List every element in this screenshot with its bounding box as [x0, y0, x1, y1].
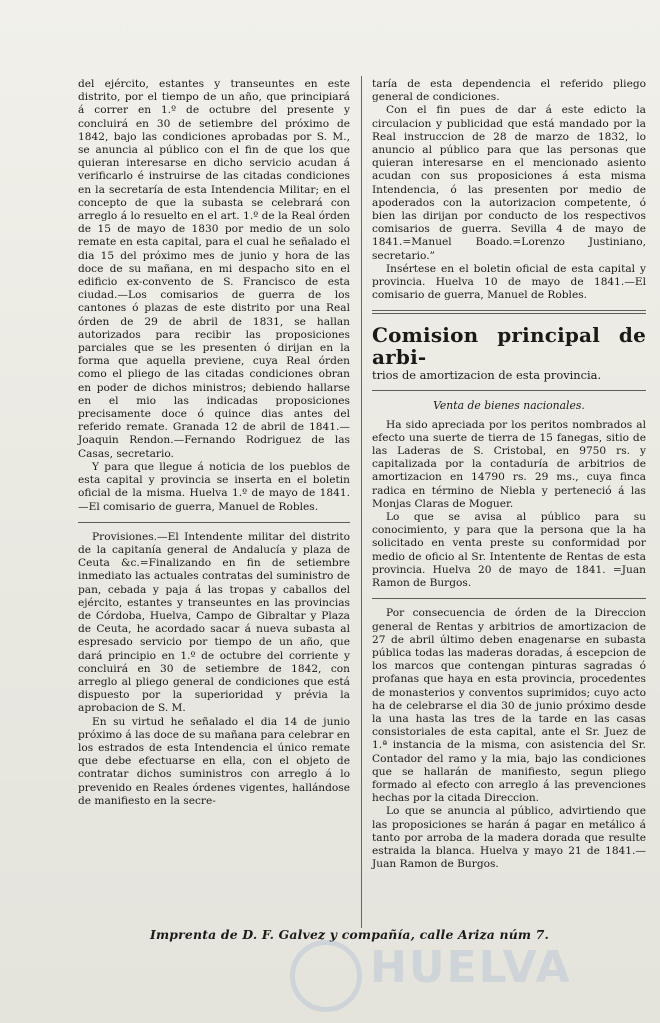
venta-paragraph: Ha sido apreciada por los peritos nombrados al efecto una suerte de tierra de 15 fanegas, sitio de las Laderas de S. Cristobal, en 9750 rs. y capitalizada por la contaduría de arbitrios de amortizacion en 14790 rs. 29 ms., cuya finca radica en término de Niebla y perteneció á las Monjas Claras de Moguer. [372, 418, 646, 510]
venta-paragraph: Lo que se avisa al público para su conocimiento, y para que la persona que la ha solicitado en venta preste su conformidad por medio de oficio al Sr. Intentente de Rentas de esta provincia. Huelva 20 de mayo de 1841. =Juan Ramon de Burgos. [372, 511, 646, 590]
column-rule [361, 76, 362, 928]
section-divider [372, 390, 646, 391]
provisiones-paragraph: En su virtud he señalado el dia 14 de junio próximo á las doce de su mañana para celebrar en los estrados de esta Intendencia el único remate que debe efectuarse en ella, con el objeto de contratar dichos suministros con arreglo á lo prevenido en Reales órdenes vigentes, hallándose de manifiesto en la secre- [78, 715, 350, 807]
article-paragraph: Y para que llegue á noticia de los pueblos de esta capital y provincia se inserta en el boletin oficial de la misma. Huelva 1.º de mayo de 1841.—El comisario de guerra, Manuel de Robles. [78, 460, 350, 513]
printer-imprint: Imprenta de D. F. Galvez y compañía, calle Ariza núm 7. [150, 927, 550, 942]
maderas-paragraph: Lo que se anuncia al público, advirtiendo que las proposiciones se harán á pagar en metálico á tanto por arroba de la madera dorada que resulte estraida la blanca. Huelva y mayo 21 de 1841.—Juan Ramon de Burgos. [372, 805, 646, 871]
huelva-watermark [290, 930, 630, 1020]
maderas-paragraph: Por consecuencia de órden de la Direccion general de Rentas y arbitrios de amortizacion de 27 de abril último deben enagenarse en subasta pública todas las maderas doradas, á escepcion de los marcos que contengan pinturas sagradas ó profanas que haya en esta provincia, procedentes de monasterios y conventos suprimidos; cuyo acto ha de celebrarse el dia 30 de junio próximo desde la una hasta las tres de la tarde en las casas consistoriales de esta capital, ante el Sr. Juez de 1.ª instancia de la misma, con asistencia del Sr. Contador del ramo y la mia, bajo las condiciones que se hallarán de manifiesto, segun pliego formado al efecto con arreglo á las prevenciones hechas por la citada Direccion. [372, 607, 646, 805]
article-paragraph: del ejército, estantes y transeuntes en este distrito, por el tiempo de un año, que principiará á correr en 1.º de octubre del presente y concluirá en 30 de setiembre del próximo de 1842, bajo las condiciones aprobadas por S. M., se anuncia al público con el fin de que los que quieran interesarse en dicho servicio acudan á verificarlo é instruirse de las citadas condiciones en la secretaría de esta Intendencia Militar; en el concepto de que la subasta se celebrará con arreglo á lo resuelto en el art. 1.º de la Real órden de 15 de mayo de 1830 por medio de un solo remate en esta capital, para el cual he señalado el dia 15 del próximo mes de junio y hora de las doce de su mañana, en mi despacho sito en el edificio ex-convento de S. Francisco de esta ciudad.—Los comisarios de guerra de los cantones ó plazas de este distrito por una Real órden de 29 de abril de 1831, se hallan autorizados para recibir las proposiciones parciales que se les presenten ó dirijan en la forma que aquella previene, cuya Real órden como el pliego de las citadas condiciones obran en poder de dichos ministros; debiendo hallarse en el mio las indicadas proposiciones precisamente doce ó quince dias antes del referido remate. Granada 12 de abril de 1841.—Joaquin Rendon.—Fernando Rodriguez de las Casas, secretario. [78, 78, 350, 460]
section-subheadline: trios de amortizacion de esta provincia. [372, 368, 602, 383]
seal-icon [290, 940, 362, 1012]
left-column [78, 78, 350, 808]
section-divider [78, 522, 350, 523]
section-divider [372, 310, 646, 314]
right-column [372, 78, 646, 871]
watermark-text: HUELVA [370, 942, 572, 993]
section-title: Venta de bienes nacionales. [433, 399, 585, 413]
article-paragraph: taría de esta dependencia el referido pliego general de condiciones. [372, 78, 646, 104]
section-headline: Comision principal de arbi- [372, 323, 646, 370]
article-paragraph: Con el fin pues de dar á este edicto la circulacion y publicidad que está mandado por la Real instruccion de 28 de marzo de 1832, lo anuncio al público para que las personas que quieran interesarse en el mencionado asiento acudan con sus proposiciones á esta misma Intendencia, ó las presenten por medio de apoderados con la autorizacion competente, ó bien las dirijan por conducto de los respectivos comisarios de guerra. Sevilla 4 de mayo de 1841.=Manuel Boado.=Lorenzo Justiniano, secretario.” [372, 104, 646, 262]
article-paragraph: Insértese en el boletin oficial de esta capital y provincia. Huelva 10 de mayo de 1841.—El comisario de guerra, Manuel de Robles. [372, 262, 646, 302]
provisiones-paragraph: Provisiones.—El Intendente militar del distrito de la capitanía general de Andalucía y plaza de Ceuta &c.=Finalizando en fin de setiembre inmediato las actuales contratas del suministro de pan, cebada y paja á las tropas y caballos del ejército, estantes y transeuntes en las provincias de Córdoba, Huelva, Campo de Gibraltar y Plaza de Ceuta, he acordado sacar á nueva subasta al espresado servicio por tiempo de un año, que dará principio en 1.º de octubre del corriente y concluirá en 30 de setiembre de 1842, con arreglo al pliego general de condiciones que está dispuesto por la superioridad y prévia la aprobacion de S. M. [78, 530, 350, 715]
section-divider [372, 598, 646, 599]
